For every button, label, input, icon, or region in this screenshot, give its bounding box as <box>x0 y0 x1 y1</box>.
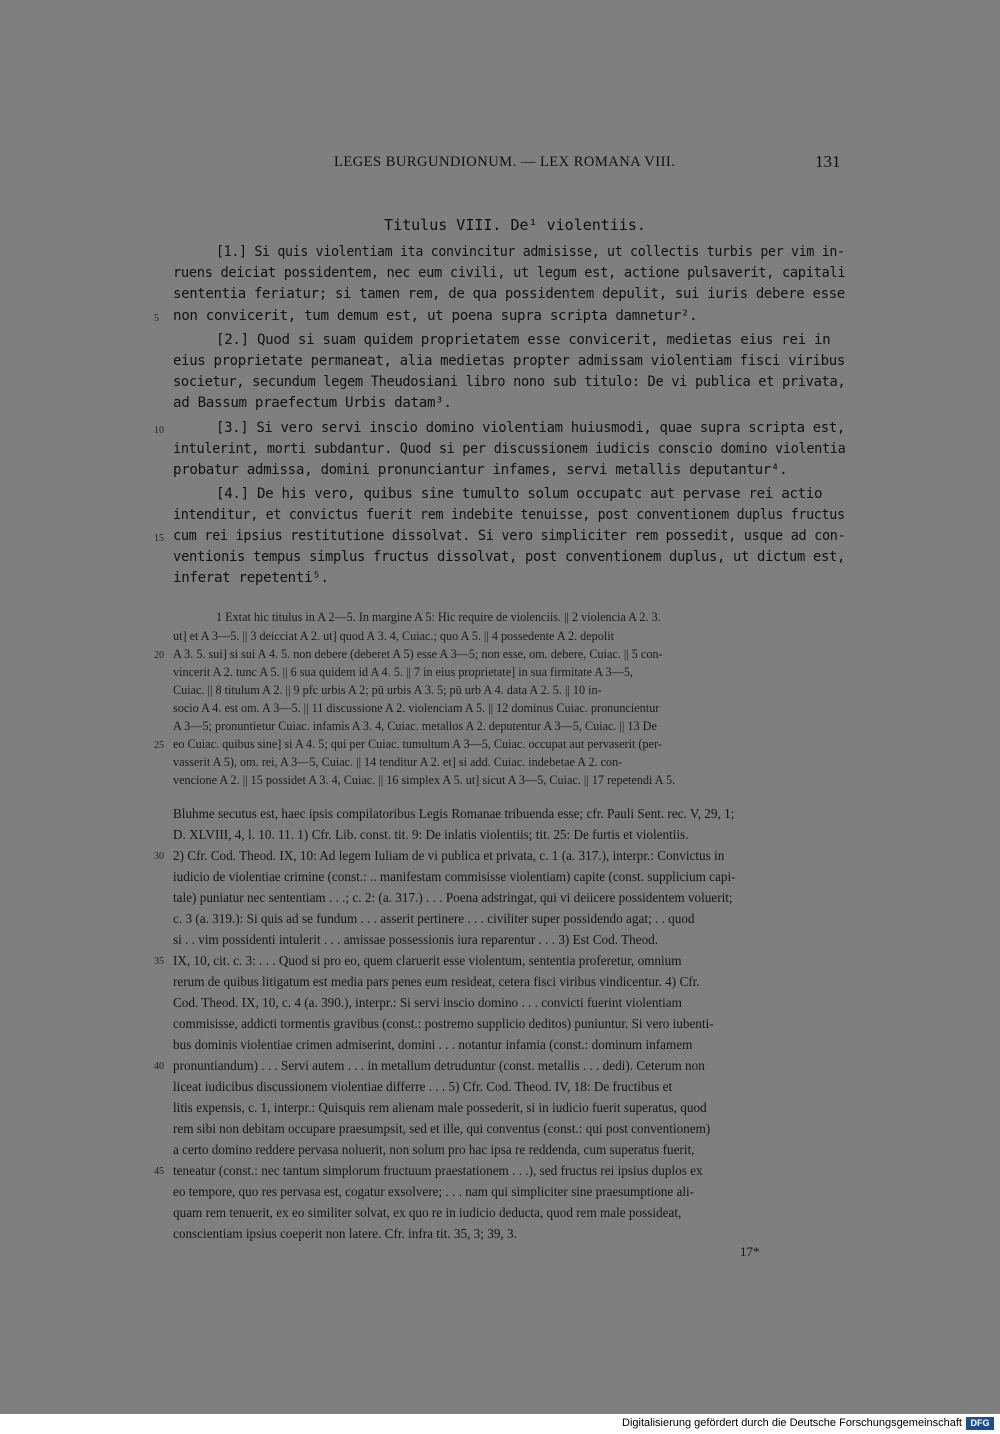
note-line: bus dominis violentiae crimen admiserint, domini . . . notantur infamia (const.: dominum infamem <box>173 1037 693 1052</box>
apparatus-line: 1 Extat hic titulus in A 2—5. In margine A 5: Hic require de violenciis. || 2 violencia A 2. 3. <box>216 610 661 624</box>
note-line: conscientiam ipsius coeperit non latere. Cfr. infra tit. 35, 3; 39, 3. <box>173 1226 517 1241</box>
footer-bar <box>0 1414 1000 1434</box>
apparatus-line: A 3—5; pronuntietur Cuiac. infamis A 3. 4, Cuiac. metallos A 2. deputentur A 3—5, Cuiac. || 13 De <box>173 719 657 733</box>
apparatus-line: vasserit A 5), om. rei, A 3—5, Cuiac. || 14 tenditur A 2. et] si add. Cuiac. indebetae A 2. con- <box>173 755 623 769</box>
line-number: 35 <box>154 956 164 967</box>
body-line: ad Bassum praefectum Urbis datam³. <box>173 395 452 411</box>
apparatus-line: vencione A 2. || 15 possidet A 3. 4, Cuiac. || 16 simplex A 5. ut] sicut A 3—5, Cuiac. || 17 repetendi A 5. <box>173 773 676 787</box>
running-header <box>0 154 1000 176</box>
note-line: quam rem tenuerit, ex eo similiter solvat, ex quo re in iudicio deducta, quod rem male possideat, <box>173 1205 682 1220</box>
body-line: sententia feriatur; si tamen rem, de qua possidentem depulit, sui iuris debere esse <box>173 286 845 302</box>
signature-mark: 17* <box>740 1244 760 1259</box>
body-line: [3.] Si vero servi inscio domino violentiam huiusmodi, quae supra scripta est, <box>216 420 845 436</box>
note-line: litis expensis, c. 1, interpr.: Quisquis rem alienam male possederit, si in iudicio fuerit superatus, quod <box>173 1100 707 1115</box>
body-line: cum rei ipsius restitutione dissolvat. Si vero simpliciter rem possedit, usque ad con- <box>173 528 846 544</box>
apparatus-line: socio A 4. est om. A 3—5. || 11 discussione A 2. violenciam A 5. || 12 dominus Cuiac. pronuncientur <box>173 701 660 715</box>
body-line: [1.] Si quis violentiam ita convincitur admisisse, ut collectis turbis per vim in- <box>216 244 845 260</box>
note-line: c. 3 (a. 319.): Si quis ad se fundum . . . asserit pertinere . . . civiliter super possidendo agat; . . quod <box>173 911 695 926</box>
body-line: societur, secundum legem Theudosiani libro nono sub titulo: De vi publica et privata, <box>173 374 846 390</box>
note-line: iudicio de violentiae crimine (const.: .. manifestam commisisse violentiam) capite (const. supplicium capi- <box>173 869 736 884</box>
apparatus-line: ut] et A 3—5. || 3 deicciat A 2. ut] quod A 3. 4, Cuiac.; quo A 5. || 4 possedente A 2. depolit <box>173 629 615 643</box>
note-line: commisisse, addicti tormentis gravibus (const.: postremo supplicio deditos) puniuntur. Si vero iubenti- <box>173 1016 714 1031</box>
body-line: ventionis tempus simplus fructus dissolvat, post conventionem duplus, ut dictum est, <box>173 549 846 565</box>
body-line: intenditur, et convictus fuerit rem indebite tenuisse, post conventionem duplus fructus <box>173 507 845 523</box>
note-line: Cod. Theod. IX, 10, c. 4 (a. 390.), interpr.: Si servi inscio domino . . . convicti fuerint violentiam <box>173 995 682 1010</box>
note-line: rerum de quibus litigatum est media pars penes eum resideat, cetera fisci viribus vindicentur. 4) Cfr. <box>173 974 700 989</box>
body-line: eius proprietate permaneat, alia medietas propter admissam violentiam fisci viribus <box>173 353 845 369</box>
apparatus-line: A 3. 5. sui] si sui A 4. 5. non debere (deberet A 5) esse A 3—5; non esse, om. debere, Cuiac. || 5 con- <box>173 647 663 661</box>
note-line: liceat iudicibus discussionem violentiae differre . . . 5) Cfr. Cod. Theod. IV, 18: De fructibus et <box>173 1079 673 1094</box>
line-number: 10 <box>154 425 164 436</box>
body-line: [4.] De his vero, quibus sine tumulto solum occupatc aut pervase rei actio <box>216 486 823 502</box>
note-line: D. XLVIII, 4, l. 10. 11. 1) Cfr. Lib. const. tit. 9: De inlatis violentiis; tit. 25: De furtis et violentiis. <box>173 827 689 842</box>
body-line: [2.] Quod si suam quidem proprietatem esse convicerit, medietas eius rei in <box>216 332 831 348</box>
note-line: si . . vim possidenti intulerit . . . amissae possessionis iura reparentur . . . 3) Est Cod. Theod. <box>173 932 659 947</box>
note-line: 2) Cfr. Cod. Theod. IX, 10: Ad legem Iuliam de vi publica et privata, c. 1 (a. 317.), interpr.: Convictus in <box>173 848 725 863</box>
footer-credit: Digitalisierung gefördert durch die Deutsche Forschungsgemeinschaft <box>622 1417 962 1429</box>
body-line: non convicerit, tum demum est, ut poena supra scripta damnetur². <box>173 308 698 324</box>
line-number: 45 <box>154 1166 164 1177</box>
body-line: inferat repetenti⁵. <box>173 570 329 586</box>
body-line: ruens deiciat possidentem, nec eum civili, ut legum est, actione pulsaverit, capitali <box>173 265 846 281</box>
running-title: LEGES BURGUNDIONUM. — LEX ROMANA VIII. <box>334 154 676 170</box>
note-line: pronuntiandum) . . . Servi autem . . . in metallum detruduntur (const. metallis . . . dedi). Ceterum non <box>173 1058 705 1073</box>
line-number: 25 <box>154 740 164 751</box>
note-line: rem sibi non debitam occupare praesumpsit, sed et ille, qui conventus (const.: qui post conventionem) <box>173 1121 711 1136</box>
note-line: tale) puniatur nec sententiam . . .; c. 2: (a. 317.) . . . Poena adstringat, qui vi deiicere possidentem voluerit; <box>173 890 733 905</box>
note-line: Bluhme secutus est, haec ipsis compilatoribus Legis Romanae tribuenda esse; cfr. Pauli Sent. rec. V, 29, 1; <box>173 806 735 821</box>
body-line: probatur admissa, domini pronunciantur infames, servi metallis deputantur⁴. <box>173 462 788 478</box>
note-line: teneatur (const.: nec tantum simplorum fructuum praestationem . . .), sed fructus rei ipsius duplos ex <box>173 1163 703 1178</box>
line-number: 20 <box>154 650 164 661</box>
line-number: 30 <box>154 851 164 862</box>
note-line: eo tempore, quo res pervasa est, cogatur exsolvere; . . . nam qui simpliciter sine praesumptione ali- <box>173 1184 695 1199</box>
dfg-logo: DFG <box>966 1417 994 1430</box>
page-number: 131 <box>815 152 841 171</box>
apparatus-line: Cuiac. || 8 titulum A 2. || 9 pfc urbis A 2; pū urbis A 3. 5; pū urb A 4. data A 2. 5. || 10 in- <box>173 683 602 697</box>
apparatus-line: vincerit A 2. tunc A 5. || 6 sua quidem id A 4. 5. || 7 in eius proprietate] in sua firmitate A 3—5, <box>173 665 633 679</box>
apparatus-line: eo Cuiac. quibus sine] si A 4. 5; qui per Cuiac. tumultum A 3—5, Cuiac. occupat aut pervaserit (per- <box>173 737 662 751</box>
note-line: IX, 10, cit. c. 3: . . . Quod si pro eo, quem claruerit esse violentum, sententia proferetur, omnium <box>173 953 682 968</box>
section-title: Titulus VIII. De¹ violentiis. <box>384 216 646 234</box>
note-line: a certo domino reddere pervasa noluerit, non solum pro hac ipsa re reddenda, cum superatus fuerit, <box>173 1142 695 1157</box>
body-line: intulerint, morti subdantur. Quod si per discussionem iudicis conscio domino violentia <box>173 441 846 457</box>
line-number: 5 <box>154 313 159 324</box>
line-number: 40 <box>154 1061 164 1072</box>
line-number: 15 <box>154 533 164 544</box>
